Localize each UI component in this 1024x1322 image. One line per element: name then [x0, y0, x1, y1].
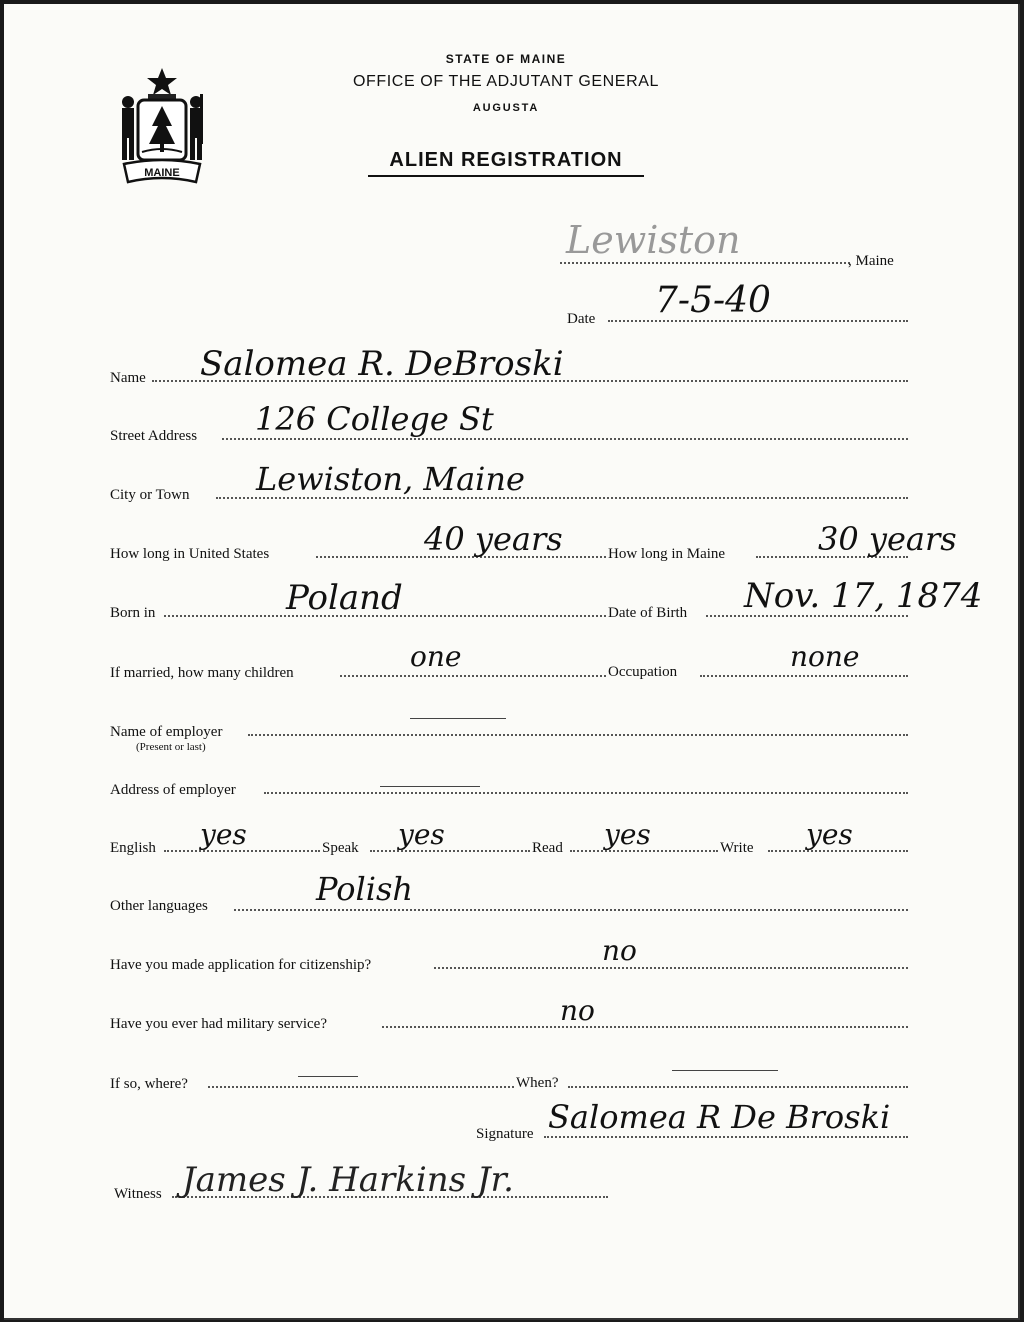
signature-label: Signature	[476, 1126, 534, 1142]
city-value: Lewiston, Maine	[256, 460, 525, 498]
occupation-line	[700, 675, 908, 677]
military-line	[382, 1026, 908, 1028]
write-value: yes	[806, 818, 853, 851]
other-languages-line	[234, 909, 908, 911]
read-label: Read	[532, 840, 563, 856]
speak-value: yes	[398, 818, 445, 851]
name-label: Name	[110, 370, 146, 386]
date-value: 7-5-40	[655, 280, 771, 321]
when-line	[568, 1086, 908, 1088]
when-label: When?	[516, 1075, 559, 1091]
dob-label: Date of Birth	[608, 605, 688, 621]
citizenship-label: Have you made application for citizenship?	[110, 957, 372, 973]
military-value: no	[560, 994, 595, 1027]
witness-label: Witness	[114, 1186, 162, 1202]
city-label: City or Town	[110, 487, 190, 503]
occupation-label: Occupation	[608, 664, 678, 680]
occupation-value: none	[790, 640, 860, 673]
street-value: 126 College St	[255, 400, 494, 438]
form-title: ALIEN REGISTRATION	[389, 149, 623, 171]
employer-sublabel: (Present or last)	[136, 741, 206, 753]
dob-value: Nov. 17, 1874	[744, 576, 983, 616]
employer-address-dash	[380, 786, 480, 787]
name-value: Salomea R. DeBroski	[200, 344, 564, 384]
signature-value: Salomea R De Broski	[548, 1098, 891, 1136]
write-label: Write	[720, 840, 754, 856]
citizenship-line	[434, 967, 908, 969]
how-long-us-label: How long in United States	[110, 546, 270, 562]
speak-line	[370, 850, 530, 852]
how-long-us-value: 40 years	[424, 520, 563, 558]
date-label: Date	[567, 311, 596, 327]
street-line	[222, 438, 908, 440]
employer-line	[248, 734, 908, 736]
read-value: yes	[604, 818, 651, 851]
military-label: Have you ever had military service?	[110, 1016, 327, 1032]
born-in-label: Born in	[110, 605, 156, 621]
where-dash	[298, 1076, 358, 1077]
citizenship-value: no	[602, 934, 637, 967]
children-label: If married, how many children	[110, 665, 294, 681]
town-line	[560, 262, 850, 264]
where-label: If so, where?	[110, 1076, 188, 1092]
speak-label: Speak	[322, 840, 359, 856]
other-languages-label: Other languages	[110, 898, 208, 914]
children-line	[340, 675, 606, 677]
seal-text: MAINE	[144, 167, 180, 179]
employer-dash	[410, 718, 506, 719]
title-underline	[368, 175, 644, 177]
city-heading: AUGUSTA	[472, 102, 540, 114]
born-in-value: Poland	[286, 578, 403, 618]
signature-line	[544, 1136, 908, 1138]
office-heading: OFFICE OF THE ADJUTANT GENERAL	[352, 73, 660, 90]
employer-address-label: Address of employer	[110, 782, 236, 798]
how-long-maine-value: 30 years	[818, 520, 957, 558]
when-dash	[672, 1070, 778, 1071]
street-label: Street Address	[110, 428, 198, 444]
witness-signature: James J. Harkins Jr.	[182, 1160, 514, 1200]
employer-label: Name of employer	[110, 724, 223, 740]
english-label: English	[110, 840, 156, 856]
how-long-maine-label: How long in Maine	[608, 546, 726, 562]
english-value: yes	[200, 818, 247, 851]
town-value: Lewiston	[566, 218, 741, 262]
state-heading: STATE OF MAINE	[445, 52, 567, 66]
employer-address-line	[264, 792, 908, 794]
other-languages-value: Polish	[316, 870, 413, 908]
children-value: one	[410, 640, 462, 673]
where-line	[208, 1086, 514, 1088]
maine-label: , Maine	[848, 253, 894, 269]
